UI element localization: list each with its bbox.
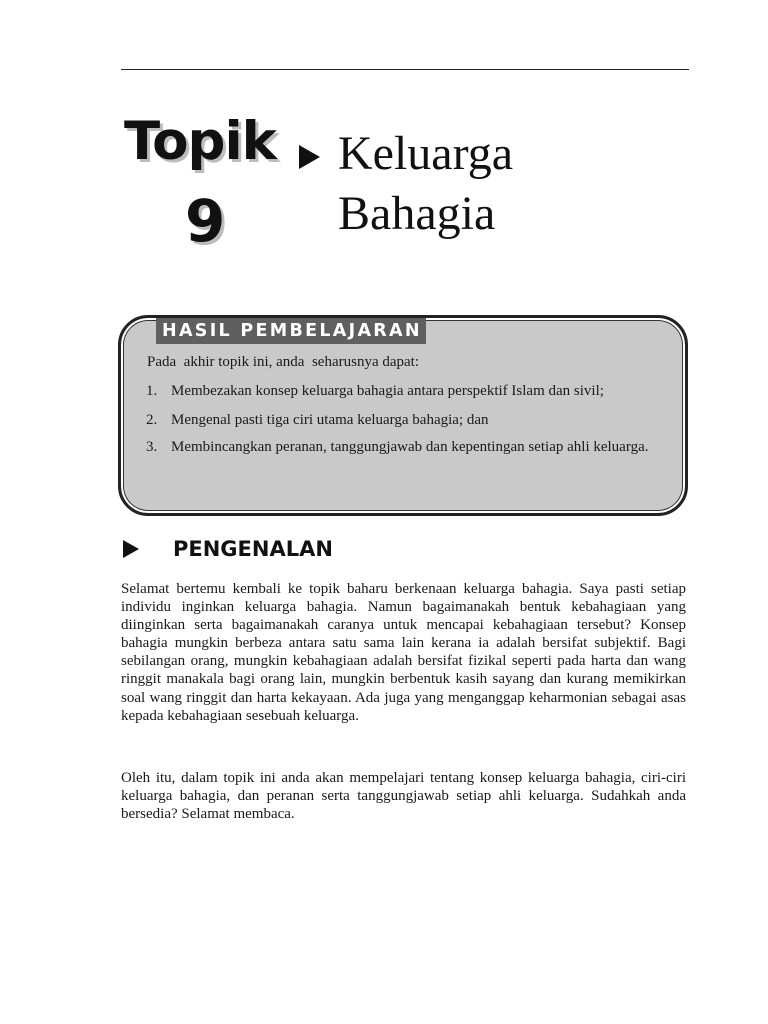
list-item-number: 3.	[146, 439, 158, 455]
list-item-text: Mengenal pasti tiga ciri utama keluarga bahagia; dan	[171, 412, 489, 428]
topik-number: 9	[185, 187, 226, 255]
topik-label: Topik	[124, 111, 276, 172]
section-heading: PENGENALAN	[173, 537, 333, 561]
learning-outcomes-list	[146, 382, 668, 456]
body-paragraph: Selamat bertemu kembali ke topik baharu berkenaan keluarga bahagia. Saya pasti setiap individu inginkan keluarga bahagia. Namun bagaimanakah bentuk kebahagiaan yang diinginkan serta bagaimanakah caranya untuk mencapai kebahagiaan tersebut? Konsep bahagia mungkin berbeza antara satu sama lain kerana ia adalah bersifat subjektif. Bagi sebilangan orang, mungkin kebahagiaan adalah bersifat fizikal seperti pada harta dan wang ringgit manakala bagi orang lain, mungkin berbentuk kasih sayang dan kurang memikirkan soal wang ringgit dan harta kekayaan. Ada juga yang menganggap keharmonian sebagai asas kepada kebahagiaan sesebuah keluarga.	[121, 581, 686, 724]
list-item-text: Membezakan konsep keluarga bahagia antara perspektif Islam dan sivil;	[171, 383, 604, 399]
body-paragraph: Oleh itu, dalam topik ini anda akan mempelajari tentang konsep keluarga bahagia, ciri-ciri keluarga bahagia, dan peranan serta tanggungjawab setiap ahli keluarga. Sudahkah anda bersedia? Selamat membaca.	[121, 770, 686, 823]
learning-outcomes-intro: Pada akhir topik ini, anda seharusnya dapat:	[147, 354, 420, 370]
list-item	[146, 382, 668, 400]
triangle-right-icon	[123, 540, 139, 558]
list-item-number: 1.	[146, 383, 158, 399]
list-item-text: Membincangkan peranan, tanggungjawab dan kepentingan setiap ahli keluarga.	[171, 439, 649, 455]
list-item	[146, 411, 668, 429]
header-rule	[121, 69, 689, 70]
chapter-title: Keluarga Bahagia	[338, 127, 514, 240]
triangle-right-icon	[299, 145, 320, 169]
learning-outcomes-heading: HASIL PEMBELAJARAN	[156, 318, 426, 344]
list-item-number: 2.	[146, 412, 158, 428]
list-item	[146, 438, 668, 456]
